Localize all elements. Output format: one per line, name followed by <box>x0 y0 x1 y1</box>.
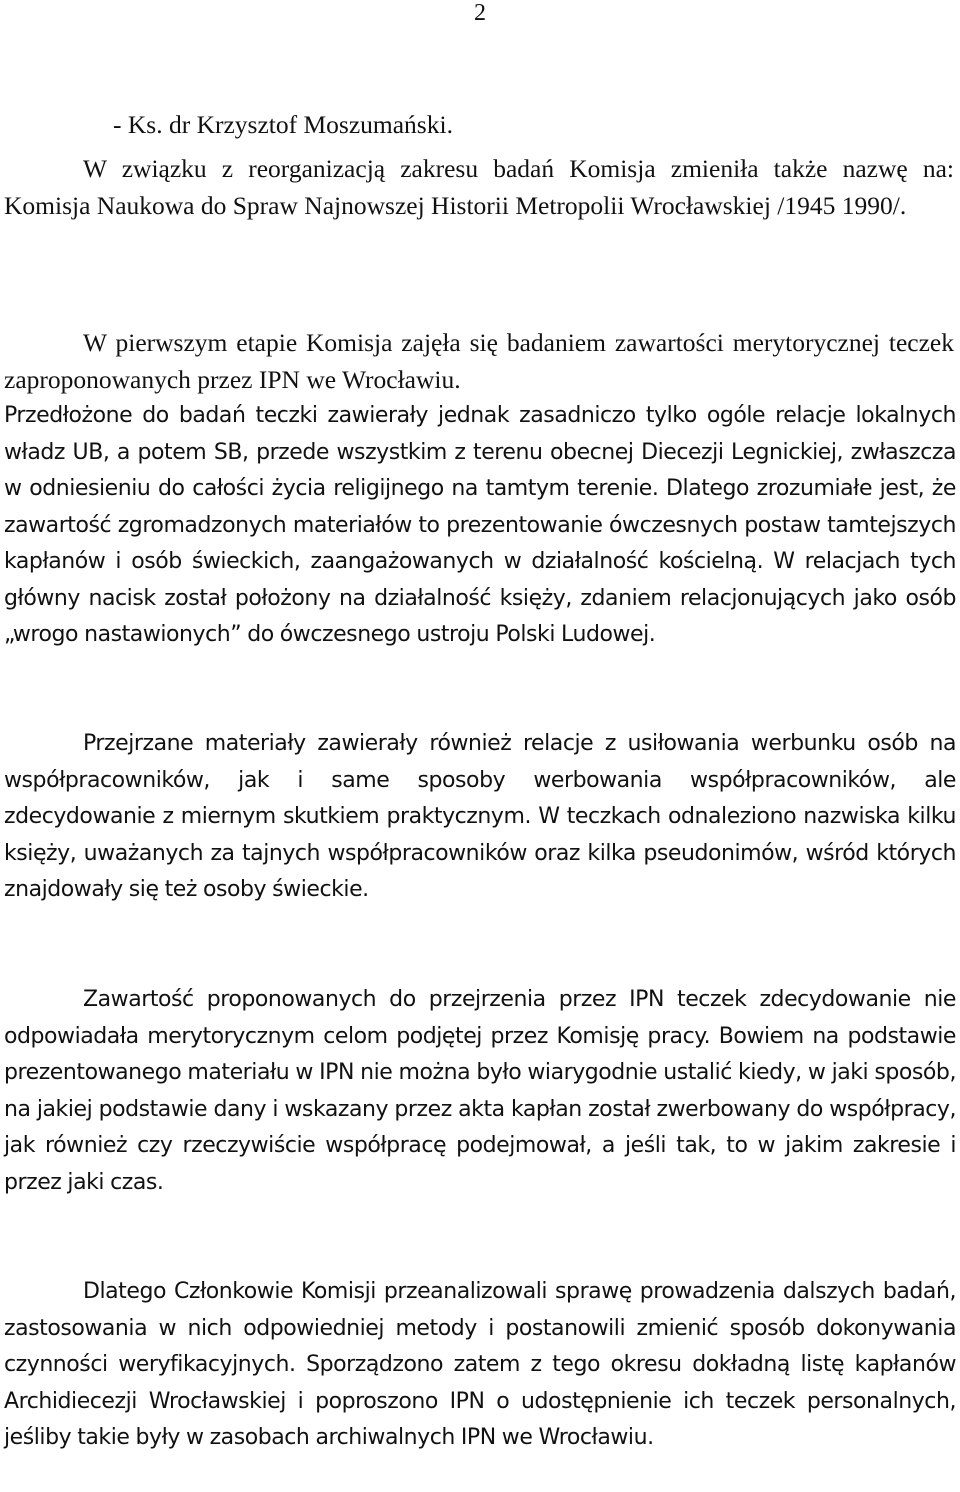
paragraph-method-change: Dlatego Członkowie Komisji przeanalizowali sprawę prowadzenia dalszych badań, zastosowania w nich odpowiedniej metody i postanowili zmienić sposób dokonywania czynności weryfikacyjnych. Sporządzono zatem z tego okresu dokładną listę kapłanów Archidiecezji Wrocławskiej i poproszono IPN o udostępnienie ich teczek personalnych, jeśliby takie były w zasobach archiwalnych IPN we Wrocławiu. <box>4 1279 956 1450</box>
paragraph-files-content: Zawartość proponowanych do przejrzenia przez IPN teczek zdecydowanie nie odpowiadała merytorycznym celom podjętej przez Komisję pracy. Bowiem na podstawie prezentowanego materiału w IPN nie można było wiarygodnie ustalić kiedy, w jaki sposób, na jakiej podstawie dany i wskazany przez akta kapłan został zwerbowany do współpracy, jak również czy rzeczywiście współpracę podejmował, a jeśli tak, to w jakim zakresie i przez jaki czas. <box>4 987 956 1195</box>
paragraph-first-stage: W pierwszym etapie Komisja zajęła się badaniem zawartości merytorycznej teczek zaproponowanych przez IPN we Wrocławiu. <box>4 328 954 394</box>
paragraph-submitted-files: Przedłożone do badań teczki zawierały jednak zasadniczo tylko ogóle relacje lokalnych władz UB, a potem SB, przede wszystkim z terenu obecnej Diecezji Legnickiej, zwłaszcza w odniesieniu do całości życia religijnego na tamtym terenie. Dlatego zrozumiałe jest, że zawartość zgromadzonych materiałów to prezentowanie ówczesnych postaw tamtejszych kapłanów i osób świeckich, zaangażowanych w działalność kościelną. W relacjach tych główny nacisk został położony na działalność księży, zdaniem relacjonujących jako osób „wrogo nastawionych” do ówczesnego ustroju Polski Ludowej. <box>4 403 956 647</box>
paragraph-reviewed-materials: Przejrzane materiały zawierały również relacje z usiłowania werbunku osób na współpracowników, jak i same sposoby werbowania współpracowników, ale zdecydowanie z miernym skutkiem praktycznym. W teczkach odnaleziono nazwiska kilku księży, uważanych za tajnych współpracowników oraz kilka pseudonimów, wśród których znajdowały się też osoby świeckie. <box>4 731 956 902</box>
page-number: 2 <box>474 0 486 26</box>
paragraph-commission-rename: W związku z reorganizacją zakresu badań Komisja zmieniła także nazwę na: Komisja Naukowa do Spraw Najnowszej Historii Metropolii Wrocławskiej /1945 1990/. <box>4 154 954 220</box>
commission-member-line: - Ks. dr Krzysztof Moszumański. <box>113 110 453 139</box>
